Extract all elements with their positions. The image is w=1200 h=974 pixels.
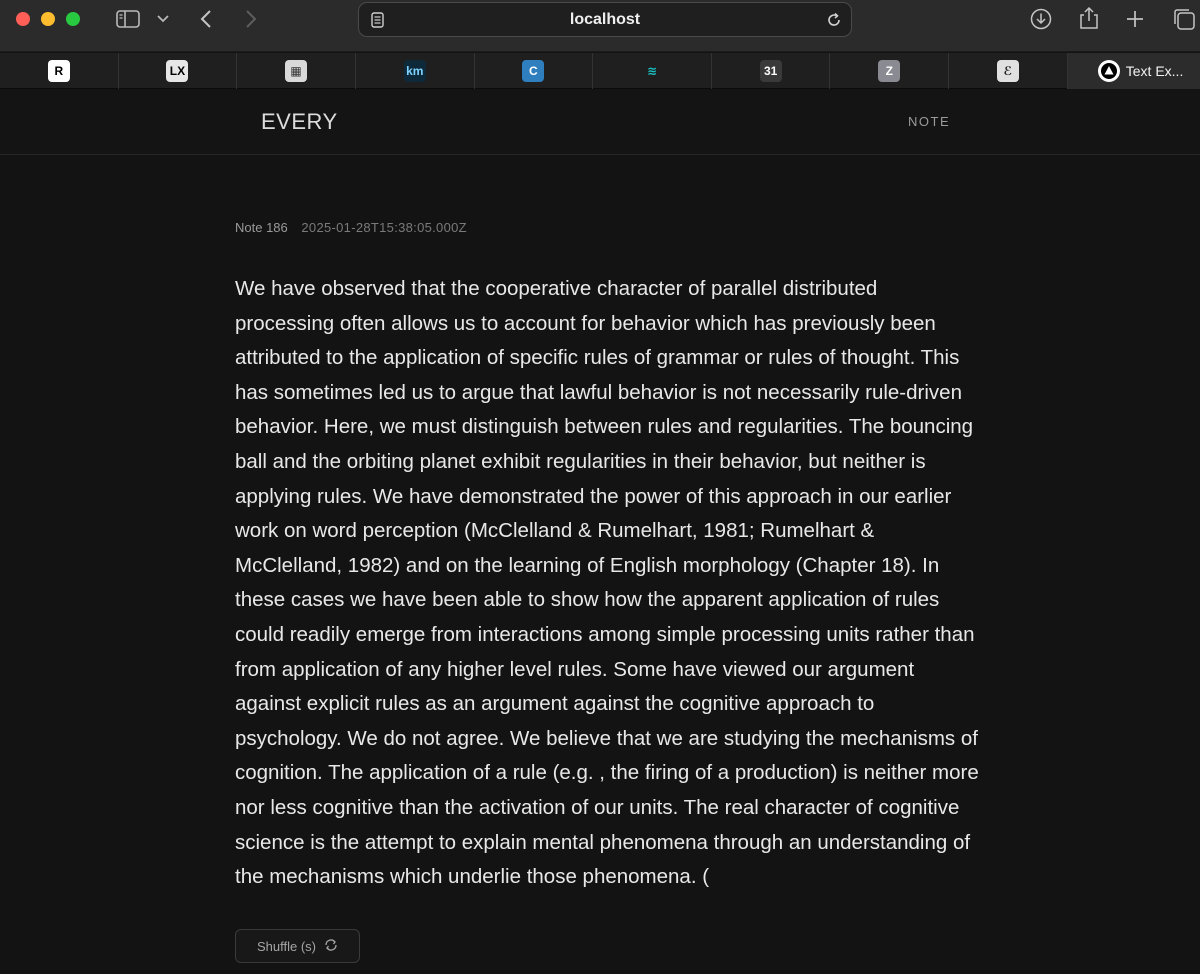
minimize-window-button[interactable] — [41, 12, 55, 26]
favorite-item[interactable] — [949, 53, 1068, 89]
reload-icon[interactable] — [825, 11, 843, 29]
tab-text-extract[interactable] — [1068, 53, 1200, 89]
app-header — [0, 90, 1200, 155]
km-icon: km — [404, 60, 426, 82]
forward-icon[interactable] — [241, 8, 261, 30]
note-label: Note 186 — [235, 220, 288, 235]
note-meta — [235, 220, 467, 235]
shuffle-icon — [324, 938, 338, 955]
new-tab-icon[interactable] — [1124, 8, 1146, 30]
sidebar-toggle-icon[interactable] — [115, 8, 141, 30]
browser-toolbar — [0, 0, 1200, 52]
share-icon[interactable] — [1078, 5, 1100, 31]
brand-logo[interactable]: EVERY — [261, 109, 338, 134]
url-text: localhost — [569, 11, 641, 28]
shuffle-button[interactable] — [235, 929, 360, 963]
back-icon[interactable] — [196, 8, 216, 30]
active-tab-label: Text Ex... — [1125, 63, 1184, 79]
favorite-item[interactable] — [356, 53, 475, 89]
favorite-item[interactable] — [593, 53, 712, 89]
favorite-item[interactable] — [830, 53, 949, 89]
r-icon: R — [48, 60, 70, 82]
triangle-icon — [1098, 60, 1120, 82]
latex-icon: LX — [166, 60, 188, 82]
close-window-button[interactable] — [16, 12, 30, 26]
app-icon: ▦ — [285, 60, 307, 82]
tab-overview-icon[interactable] — [1171, 6, 1197, 32]
c-icon: C — [522, 60, 544, 82]
z-icon: Z — [878, 60, 900, 82]
chevron-down-icon[interactable] — [155, 10, 171, 28]
zoom-window-button[interactable] — [66, 12, 80, 26]
address-bar[interactable] — [358, 2, 852, 37]
nav-note-link[interactable]: NOTE — [908, 114, 951, 129]
note-timestamp: 2025-01-28T15:38:05.000Z — [301, 220, 467, 235]
shuffle-label: Shuffle (s) — [256, 938, 316, 954]
note-body: We have observed that the cooperative character of parallel distributed processing often allows us to account for behavior which has previously been attributed to the application of specific rules of grammar or rules of thought. This has sometimes led us to argue that lawful behavior is not necessarily rule-driven behavior. Here, we must distinguish between rules and regularities. The bouncing ball and the orbiting planet exhibit regularities in their behavior, but neither is applying rules. We have demonstrated the power of this approach in our earlier work on word perception (McClelland & Rumelhart, 1981; Rumelhart & McClelland, 1982) and on the learning of English morphology (Chapter 18). In these cases we have been able to show how the apparent application of rules could readily emerge from interactions among simple processing units rather than from application of any higher level rules. Some have viewed our argument against explicit rules as an argument against the cognitive approach to psychology. We do not agree. We believe that we are studying the mechanisms of cognition. The application of a rule (e.g. , the firing of a production) is neither more nor less cognitive than the activation of our units. The real character of cognitive science is the attempt to explain mental phenomena through an understanding of the mechanisms which underlie those phenomena. ( — [235, 277, 979, 889]
stripes-icon: ≋ — [646, 64, 658, 78]
downloads-icon[interactable] — [1029, 7, 1053, 31]
favorite-item[interactable] — [119, 53, 238, 89]
favorite-item[interactable] — [237, 53, 356, 89]
calendar-icon: 31 — [760, 60, 782, 82]
favorite-item[interactable] — [0, 53, 119, 89]
favorite-item[interactable] — [475, 53, 594, 89]
pen-icon: ℰ — [997, 60, 1019, 82]
favorites-bar — [0, 53, 1200, 89]
favorite-item[interactable] — [712, 53, 831, 89]
